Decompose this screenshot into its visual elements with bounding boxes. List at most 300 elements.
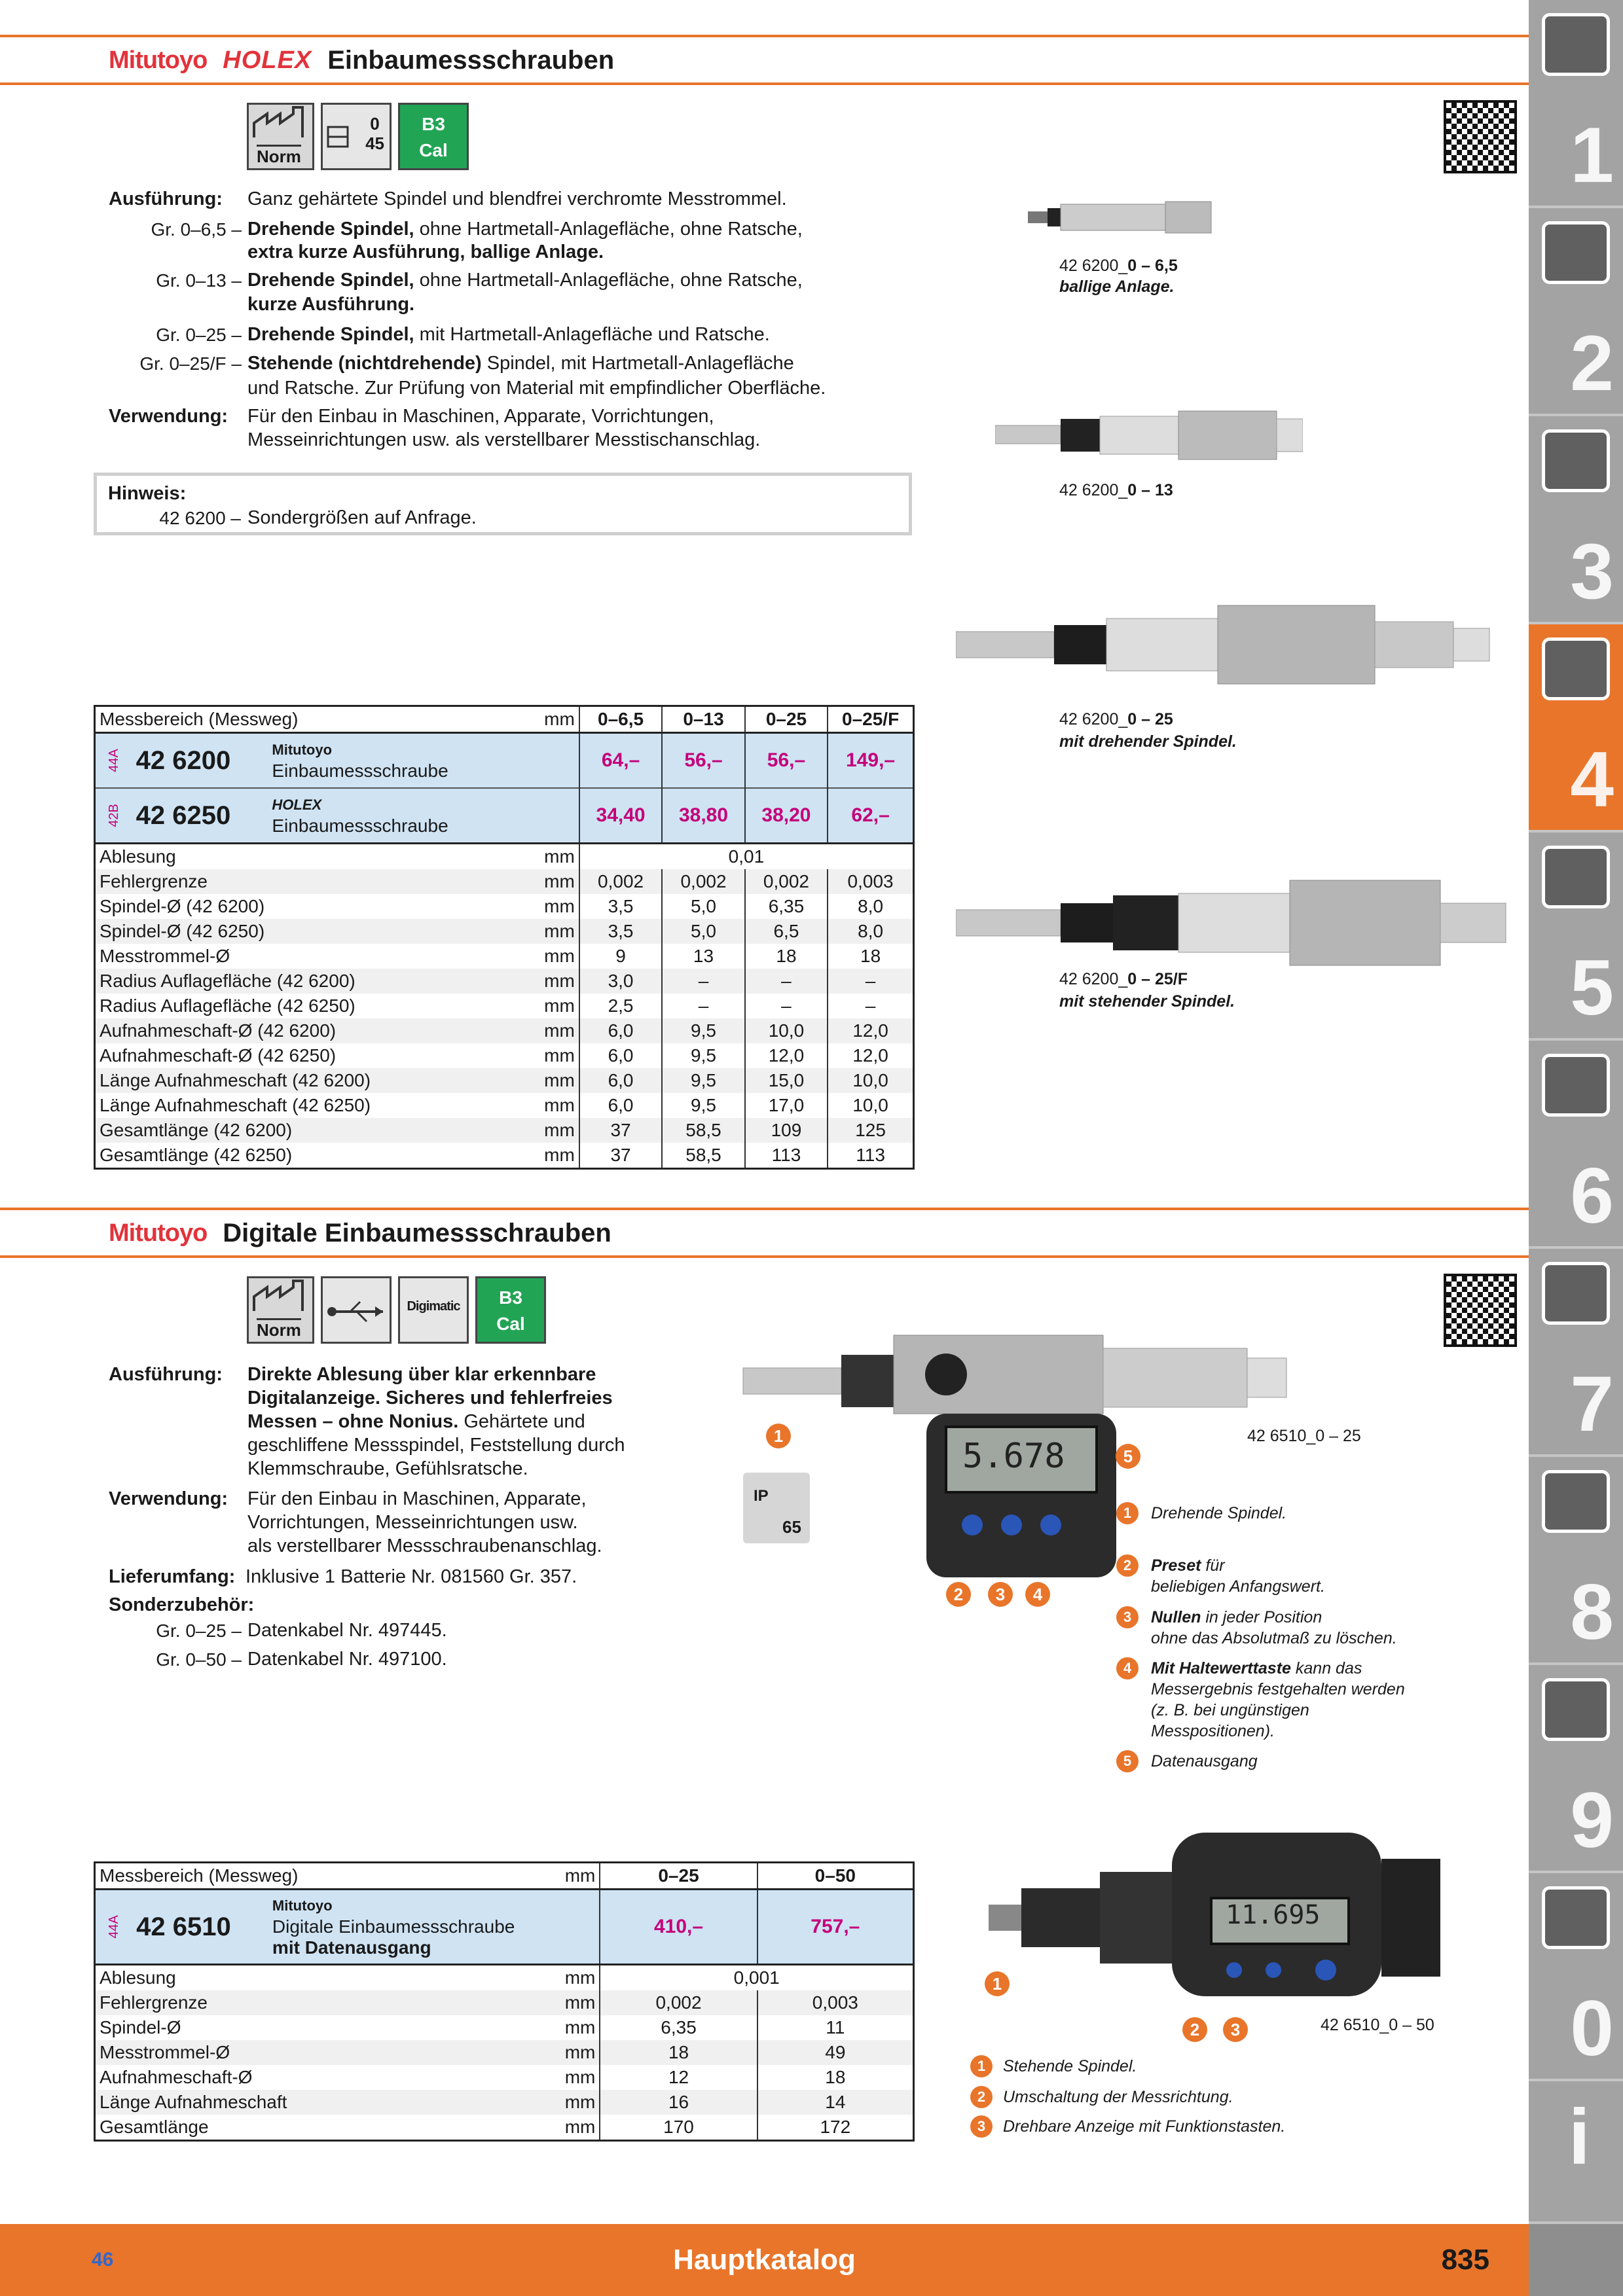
product-row xyxy=(95,733,914,789)
row-value: 0,001 xyxy=(600,1965,913,1991)
row-unit: mm xyxy=(507,1068,579,1093)
row-value: – xyxy=(745,994,828,1018)
norm-label: Norm xyxy=(257,1318,301,1340)
chapter-number: 0 xyxy=(1570,1984,1614,2072)
product-price: 757,– xyxy=(757,1890,914,1965)
chapter-number: 8 xyxy=(1570,1568,1614,1656)
legend-badge: 3 xyxy=(970,2115,993,2138)
legend-badge: 3 xyxy=(1116,1606,1139,1628)
table-row xyxy=(95,919,914,944)
row-label: Länge Aufnahmeschaft (42 6200) xyxy=(95,1068,508,1093)
image-caption: 42 6200_0 – 6,5 xyxy=(1059,257,1178,275)
table-row xyxy=(95,1043,914,1068)
row-label: Spindel-Ø (42 6200) xyxy=(100,896,265,916)
table-header-unit: mm xyxy=(507,706,579,733)
product-price: 34,40 xyxy=(579,788,662,844)
row-value: 0,002 xyxy=(579,869,662,894)
cal-symbol xyxy=(475,1276,546,1344)
chapter-3-icon xyxy=(1542,429,1610,492)
digital-micrometer-image xyxy=(976,1826,1447,2003)
chapter-0-icon xyxy=(1542,1886,1610,1949)
verwendung-line: Messeinrichtungen usw. als verstellbarer Messtischanschlag. xyxy=(247,429,761,450)
product-info xyxy=(132,788,507,844)
row-value: 9,5 xyxy=(662,1093,744,1118)
row-value: 9,5 xyxy=(662,1068,744,1093)
product-row xyxy=(95,788,914,844)
row-unit: mm xyxy=(564,2067,596,2087)
product-info xyxy=(132,733,507,789)
row-label: Spindel-Ø xyxy=(100,2017,181,2037)
row-value: 8,0 xyxy=(828,894,913,919)
cal-symbol xyxy=(398,103,469,170)
table-header-unit: mm xyxy=(526,1863,600,1890)
norm-label: Norm xyxy=(257,145,301,167)
product-group: 44A xyxy=(95,1890,133,1965)
product-number: 42 6250 xyxy=(136,801,231,830)
legend-badge: 5 xyxy=(1116,1750,1139,1772)
table-row xyxy=(95,2040,914,2065)
hinweis-number: 42 6200 – xyxy=(159,508,241,528)
row-value: 6,35 xyxy=(600,2015,757,2040)
product-name: Einbaumessschraube xyxy=(272,816,448,836)
table-row xyxy=(95,1068,914,1093)
row-value: 12,0 xyxy=(745,1043,828,1068)
row-value: – xyxy=(828,969,913,994)
row-label: Ablesung xyxy=(100,846,176,867)
callout-badge: 5 xyxy=(1116,1444,1140,1469)
row-unit: mm xyxy=(507,869,579,894)
image-caption-desc: ballige Anlage. xyxy=(1059,278,1175,296)
row-value: 37 xyxy=(579,1143,662,1169)
norm-symbol xyxy=(247,1276,314,1344)
chapter-tab-5[interactable] xyxy=(1529,833,1623,1041)
legend-text-line2: Messergebnis festgehalten werden xyxy=(1151,1680,1405,1698)
chapter-tab-4[interactable] xyxy=(1529,624,1623,833)
ausfuehrung-text: Ganz gehärtete Spindel und blendfrei verchromte Messtrommel. xyxy=(247,188,787,209)
row-unit: mm xyxy=(526,1990,600,2015)
row-value: 8,0 xyxy=(828,919,913,944)
row-label: Messtrommel-Ø xyxy=(95,2040,526,2065)
row-value: 0,002 xyxy=(662,869,744,894)
row-label: Gesamtlänge xyxy=(100,2117,209,2137)
cal-top: B3 xyxy=(422,114,445,134)
table-row xyxy=(95,2115,914,2141)
row-value: 15,0 xyxy=(745,1068,828,1093)
callout-badge: 2 xyxy=(946,1582,971,1607)
zubehoer-label: Gr. 0–25 – xyxy=(156,1621,242,1641)
row-unit: mm xyxy=(544,1045,575,1066)
legend-text-line2: beliebigen Anfangswert. xyxy=(1151,1577,1325,1596)
usb-icon xyxy=(324,1295,390,1328)
row-value: 3,5 xyxy=(579,919,662,944)
row-value: 6,5 xyxy=(745,919,828,944)
row-value: 0,003 xyxy=(757,1990,914,2015)
row-value: 12,0 xyxy=(828,1043,913,1068)
product-price: 149,– xyxy=(828,733,913,789)
row-value: 3,5 xyxy=(579,894,662,919)
callout-badge: 2 xyxy=(1182,2017,1207,2042)
product-price: 56,– xyxy=(745,733,828,789)
product-price: 64,– xyxy=(579,733,662,789)
row-label: Länge Aufnahmeschaft (42 6250) xyxy=(100,1095,371,1115)
legend-text-line4: Messpositionen). xyxy=(1151,1722,1275,1740)
row-label: Aufnahmeschaft-Ø xyxy=(100,2067,253,2087)
product-brand: Mitutoyo xyxy=(272,1897,333,1914)
product-number: 42 6200 xyxy=(136,746,231,775)
table-row xyxy=(95,869,914,894)
ausfuehrung-line: Digitalanzeige. Sicheres und fehlerfreies xyxy=(247,1388,613,1408)
table-row xyxy=(95,1143,914,1169)
callout-badge: 3 xyxy=(988,1582,1013,1607)
row-unit: mm xyxy=(526,2040,600,2065)
size-desc-line2: extra kurze Ausführung, ballige Anlage. xyxy=(247,242,604,262)
ausfuehrung-line: Direkte Ablesung über klar erkennbare xyxy=(247,1364,596,1385)
chapter-tab-8[interactable] xyxy=(1529,1457,1623,1665)
image-caption: 42 6200_0 – 25/F xyxy=(1059,970,1188,988)
callout-badge: 4 xyxy=(1025,1582,1050,1607)
row-label: Spindel-Ø (42 6250) xyxy=(95,919,508,944)
qr-code xyxy=(1444,100,1517,173)
row-label: Radius Auflagefläche (42 6250) xyxy=(100,996,356,1016)
legend-text: Drehbare Anzeige mit Funktionstasten. xyxy=(1003,2117,1286,2136)
table-column-header: 0–13 xyxy=(662,706,744,733)
size-label: Gr. 0–6,5 – xyxy=(151,219,242,240)
row-label: Gesamtlänge (42 6200) xyxy=(95,1118,508,1143)
row-value: 125 xyxy=(828,1118,913,1143)
footer-title: Hauptkatalog xyxy=(673,2244,856,2276)
chapter-8-icon xyxy=(1542,1470,1610,1533)
row-value: – xyxy=(662,969,744,994)
row-label: Aufnahmeschaft-Ø (42 6200) xyxy=(95,1018,508,1043)
row-value: 5,0 xyxy=(662,919,744,944)
table-row xyxy=(95,894,914,919)
row-value: 58,5 xyxy=(662,1143,744,1169)
legend-badge: 2 xyxy=(970,2086,993,2108)
cal-bottom: Cal xyxy=(496,1314,525,1334)
row-value: 10,0 xyxy=(745,1018,828,1043)
table-row xyxy=(95,1093,914,1118)
row-value: 6,0 xyxy=(579,1018,662,1043)
legend-text-line2: ohne das Absolutmaß zu löschen. xyxy=(1151,1629,1397,1647)
digimatic-symbol xyxy=(398,1276,469,1344)
footer-left-page: 46 xyxy=(92,2249,114,2270)
mitutoyo-logo: Mitutoyo xyxy=(109,1219,208,1247)
size-label: Gr. 0–13 – xyxy=(156,270,242,291)
product-brand: Mitutoyo xyxy=(272,742,333,758)
spec-table-1 xyxy=(94,705,915,1170)
row-value: 5,0 xyxy=(662,894,744,919)
verwendung-label: Verwendung: xyxy=(109,406,228,427)
chapter-number: 5 xyxy=(1570,944,1614,1031)
legend-text: Nullen in jeder Position xyxy=(1151,1608,1322,1626)
factory-icon xyxy=(249,1278,312,1318)
row-value: 113 xyxy=(745,1143,828,1169)
row-value: 0,003 xyxy=(828,869,913,894)
product-price: 38,20 xyxy=(745,788,828,844)
image-caption: 42 6200_0 – 13 xyxy=(1059,481,1173,499)
legend-text: Stehende Spindel. xyxy=(1003,2057,1137,2075)
row-label: Aufnahmeschaft-Ø (42 6250) xyxy=(100,1045,337,1066)
section2-heading xyxy=(109,1213,611,1253)
display-readout: 5.678 xyxy=(962,1437,1065,1476)
zubehoer-label: Gr. 0–50 – xyxy=(156,1649,242,1670)
chapter-4-icon xyxy=(1542,637,1610,700)
row-value: 6,0 xyxy=(579,1043,662,1068)
legend-badge: 4 xyxy=(1116,1657,1139,1679)
ip-value: 65 xyxy=(782,1517,801,1537)
row-unit: mm xyxy=(544,1145,575,1165)
callout-badge: 3 xyxy=(1223,2017,1248,2042)
size-desc: Drehende Spindel, mit Hartmetall-Anlagefläche und Ratsche. xyxy=(247,324,770,345)
usb-symbol xyxy=(321,1276,392,1344)
chapter-tab-3[interactable] xyxy=(1529,416,1623,624)
row-value: 9,5 xyxy=(662,1018,744,1043)
legend-text: Datenausgang xyxy=(1151,1752,1258,1770)
ausfuehrung-line: Klemmschraube, Gefühlsratsche. xyxy=(247,1458,528,1479)
row-label: Länge Aufnahmeschaft xyxy=(95,2090,526,2115)
table-row xyxy=(95,944,914,969)
size-label: Gr. 0–25/F – xyxy=(139,353,242,374)
row-label: Gesamtlänge (42 6250) xyxy=(100,1145,293,1165)
footer-page-number: 835 xyxy=(1441,2244,1489,2276)
row-value: 37 xyxy=(579,1118,662,1143)
row-label: Ablesung xyxy=(100,1967,176,1988)
row-value: 16 xyxy=(600,2090,757,2115)
row-unit: mm xyxy=(526,2090,600,2115)
sonderzubehoer-label: Sonderzubehör: xyxy=(109,1594,255,1615)
norm-symbol xyxy=(247,103,314,170)
chapter-tab-1[interactable] xyxy=(1529,0,1623,208)
factory-icon xyxy=(249,105,312,144)
row-value: 18 xyxy=(757,2065,914,2090)
verwendung-line: als verstellbarer Messschraubenanschlag. xyxy=(247,1535,602,1556)
row-value: 6,0 xyxy=(579,1093,662,1118)
product-name: Einbaumessschraube xyxy=(272,761,448,781)
row-unit: mm xyxy=(544,1095,575,1115)
legend-badge: 2 xyxy=(1116,1554,1139,1577)
product-row xyxy=(95,1890,914,1965)
row-unit: mm xyxy=(544,846,575,867)
table-column-header: 0–25/F xyxy=(828,706,913,733)
row-value: 0,002 xyxy=(745,869,828,894)
image-caption: 42 6200_0 – 25 xyxy=(1059,710,1173,728)
product-brand: HOLEX xyxy=(272,797,322,813)
size-desc: Drehende Spindel, ohne Hartmetall-Anlagefläche, ohne Ratsche, xyxy=(247,270,803,291)
chapter-tab-2[interactable] xyxy=(1529,208,1623,416)
table-row xyxy=(95,969,914,994)
chapter-1-icon xyxy=(1542,13,1610,76)
size-desc-line2: und Ratsche. Zur Prüfung von Material mit empfindlicher Oberfläche. xyxy=(247,378,826,399)
section1-title: Einbaumessschrauben xyxy=(327,45,615,75)
chapter-number: i xyxy=(1568,2093,1590,2181)
ausfuehrung-label: Ausführung: xyxy=(109,1364,223,1385)
product-price: 410,– xyxy=(600,1890,757,1965)
verwendung-line: Für den Einbau in Maschinen, Apparate, xyxy=(247,1488,587,1509)
chapter-number: 7 xyxy=(1570,1360,1614,1448)
spec-table-2 xyxy=(94,1861,915,2142)
legend-badge: 1 xyxy=(970,2055,993,2077)
zubehoer-text: Datenkabel Nr. 497100. xyxy=(247,1649,447,1670)
angle-symbol xyxy=(321,103,392,170)
chapter-5-icon xyxy=(1542,846,1610,908)
cal-bottom: Cal xyxy=(419,140,448,160)
micrometer-head-image xyxy=(1021,190,1218,242)
ip-label: IP xyxy=(754,1487,769,1505)
table-row xyxy=(95,994,914,1018)
callout-badge: 1 xyxy=(985,1971,1010,1996)
image-caption-desc: mit drehender Spindel. xyxy=(1059,732,1237,751)
product-price: 56,– xyxy=(662,733,744,789)
callout-badge: 1 xyxy=(766,1424,791,1448)
table-header-label: Messbereich (Messweg) xyxy=(95,1863,526,1890)
row-value: 170 xyxy=(600,2115,757,2141)
lieferumfang-text: Inklusive 1 Batterie Nr. 081560 Gr. 357. xyxy=(246,1566,577,1587)
ausfuehrung-label: Ausführung: xyxy=(109,188,223,209)
section2-bottom-rule xyxy=(0,1255,1529,1258)
row-value: 6,0 xyxy=(579,1068,662,1093)
table-row xyxy=(95,844,914,870)
row-value: 109 xyxy=(745,1118,828,1143)
micrometer-head-image xyxy=(995,406,1303,465)
row-value: – xyxy=(662,994,744,1018)
row-unit: mm xyxy=(564,1967,596,1988)
row-value: 6,35 xyxy=(745,894,828,919)
table-header-label: Messbereich (Messweg) xyxy=(95,706,508,733)
ausfuehrung-line: geschliffene Messspindel, Feststellung durch xyxy=(247,1435,625,1456)
chapter-2-icon xyxy=(1542,221,1610,284)
row-value: – xyxy=(828,994,913,1018)
ausfuehrung-line: Messen – ohne Nonius. Gehärtete und xyxy=(247,1411,585,1432)
row-unit: mm xyxy=(544,896,575,916)
image-caption: 42 6510_0 – 50 xyxy=(1321,2016,1434,2034)
row-value: 18 xyxy=(600,2040,757,2065)
hinweis-label: Hinweis: xyxy=(108,483,187,504)
row-value: 0,002 xyxy=(600,1990,757,2015)
product-name: Digitale Einbaumessschraube xyxy=(272,1916,515,1937)
row-value: 18 xyxy=(828,944,913,969)
row-value: 10,0 xyxy=(828,1093,913,1118)
zubehoer-text: Datenkabel Nr. 497445. xyxy=(247,1620,447,1641)
row-value: 12,0 xyxy=(828,1018,913,1043)
row-value: – xyxy=(745,969,828,994)
table-row xyxy=(95,2015,914,2040)
page-footer xyxy=(0,2224,1529,2296)
row-value: 49 xyxy=(757,2040,914,2065)
product-number: 42 6510 xyxy=(136,1912,231,1941)
row-value: 11 xyxy=(757,2015,914,2040)
row-label: Messtrommel-Ø xyxy=(100,946,230,966)
chapter-6-icon xyxy=(1542,1054,1610,1117)
row-value: 3,0 xyxy=(579,969,662,994)
table-row xyxy=(95,2065,914,2090)
legend-text: Drehende Spindel. xyxy=(1151,1504,1287,1522)
row-value: 12 xyxy=(600,2065,757,2090)
chapter-tab-i[interactable] xyxy=(1529,2081,1623,2224)
display-readout: 11.695 xyxy=(1226,1900,1321,1930)
chapter-tab-7[interactable] xyxy=(1529,1249,1623,1457)
mitutoyo-logo: Mitutoyo xyxy=(109,46,208,74)
row-value: 18 xyxy=(745,944,828,969)
row-unit: mm xyxy=(544,946,575,966)
chapter-number: 1 xyxy=(1570,111,1614,199)
verwendung-line: Für den Einbau in Maschinen, Apparate, Vorrichtungen, xyxy=(247,406,714,427)
size-desc-line2: kurze Ausführung. xyxy=(247,294,415,315)
product-group: 44A xyxy=(95,733,132,789)
row-unit: mm xyxy=(507,1118,579,1143)
section2-title: Digitale Einbaumessschrauben xyxy=(223,1218,611,1247)
micrometer-head-image xyxy=(956,602,1493,687)
table-row xyxy=(95,2090,914,2115)
legend-text: Mit Haltewerttaste kann das xyxy=(1151,1659,1362,1677)
size-label: Gr. 0–25 – xyxy=(156,325,242,345)
section1-heading xyxy=(109,41,614,80)
size-desc: Stehende (nichtdrehende) Spindel, mit Hartmetall-Anlagefläche xyxy=(247,353,794,374)
product-group: 42B xyxy=(95,788,132,844)
row-unit: mm xyxy=(507,919,579,944)
chapter-number: 6 xyxy=(1570,1152,1614,1240)
row-label: Radius Auflagefläche (42 6200) xyxy=(95,969,508,994)
chapter-7-icon xyxy=(1542,1262,1610,1325)
row-unit: mm xyxy=(507,1018,579,1043)
row-value: 113 xyxy=(828,1143,913,1169)
chapter-9-icon xyxy=(1542,1678,1610,1741)
table-column-header: 0–25 xyxy=(745,706,828,733)
image-caption: 42 6510_0 – 25 xyxy=(1247,1427,1361,1445)
row-unit: mm xyxy=(544,996,575,1016)
legend-text-line3: (z. B. bei ungünstigen xyxy=(1151,1701,1309,1719)
table-row xyxy=(95,1118,914,1143)
table-column-header: 0–25 xyxy=(600,1863,757,1890)
chapter-tab-9[interactable] xyxy=(1529,1665,1623,1873)
section2-top-rule xyxy=(0,1208,1529,1210)
qr-code xyxy=(1444,1274,1517,1347)
product-name-line2: mit Datenausgang xyxy=(272,1937,431,1958)
verwendung-label: Verwendung: xyxy=(109,1488,228,1509)
chapter-number: 3 xyxy=(1570,528,1614,615)
row-value: 13 xyxy=(662,944,744,969)
angle-value: 0 45 xyxy=(365,114,384,153)
row-value: 58,5 xyxy=(662,1118,744,1143)
chapter-sidebar xyxy=(1529,0,1623,2296)
product-info xyxy=(132,1890,526,1965)
micrometer-head-image xyxy=(956,877,1519,969)
product-price: 38,80 xyxy=(662,788,744,844)
row-value: 172 xyxy=(757,2115,914,2141)
chapter-tab-6[interactable] xyxy=(1529,1041,1623,1249)
table-column-header: 0–50 xyxy=(757,1863,914,1890)
hinweis-box xyxy=(94,473,912,535)
row-unit: mm xyxy=(564,2017,596,2037)
row-value: 10,0 xyxy=(828,1068,913,1093)
legend-text: Preset für xyxy=(1151,1556,1225,1575)
lieferumfang-label: Lieferumfang: xyxy=(109,1566,236,1587)
hinweis-text: Sondergrößen auf Anfrage. xyxy=(247,507,477,528)
chapter-number: 9 xyxy=(1570,1776,1614,1864)
row-value: 17,0 xyxy=(745,1093,828,1118)
chapter-number: 2 xyxy=(1570,319,1614,407)
cal-top: B3 xyxy=(499,1287,522,1308)
chapter-tab-0[interactable] xyxy=(1529,1873,1623,2081)
digimatic-label: Digimatic xyxy=(407,1299,460,1314)
table-row xyxy=(95,1018,914,1043)
size-desc: Drehende Spindel, ohne Hartmetall-Anlagefläche, ohne Ratsche, xyxy=(247,219,803,240)
row-unit: mm xyxy=(564,2117,596,2137)
row-value: 9 xyxy=(579,944,662,969)
table-row xyxy=(95,1990,914,2015)
table-row xyxy=(95,1965,914,1991)
row-label: Fehlergrenze xyxy=(95,1990,526,2015)
row-value: 2,5 xyxy=(579,994,662,1018)
